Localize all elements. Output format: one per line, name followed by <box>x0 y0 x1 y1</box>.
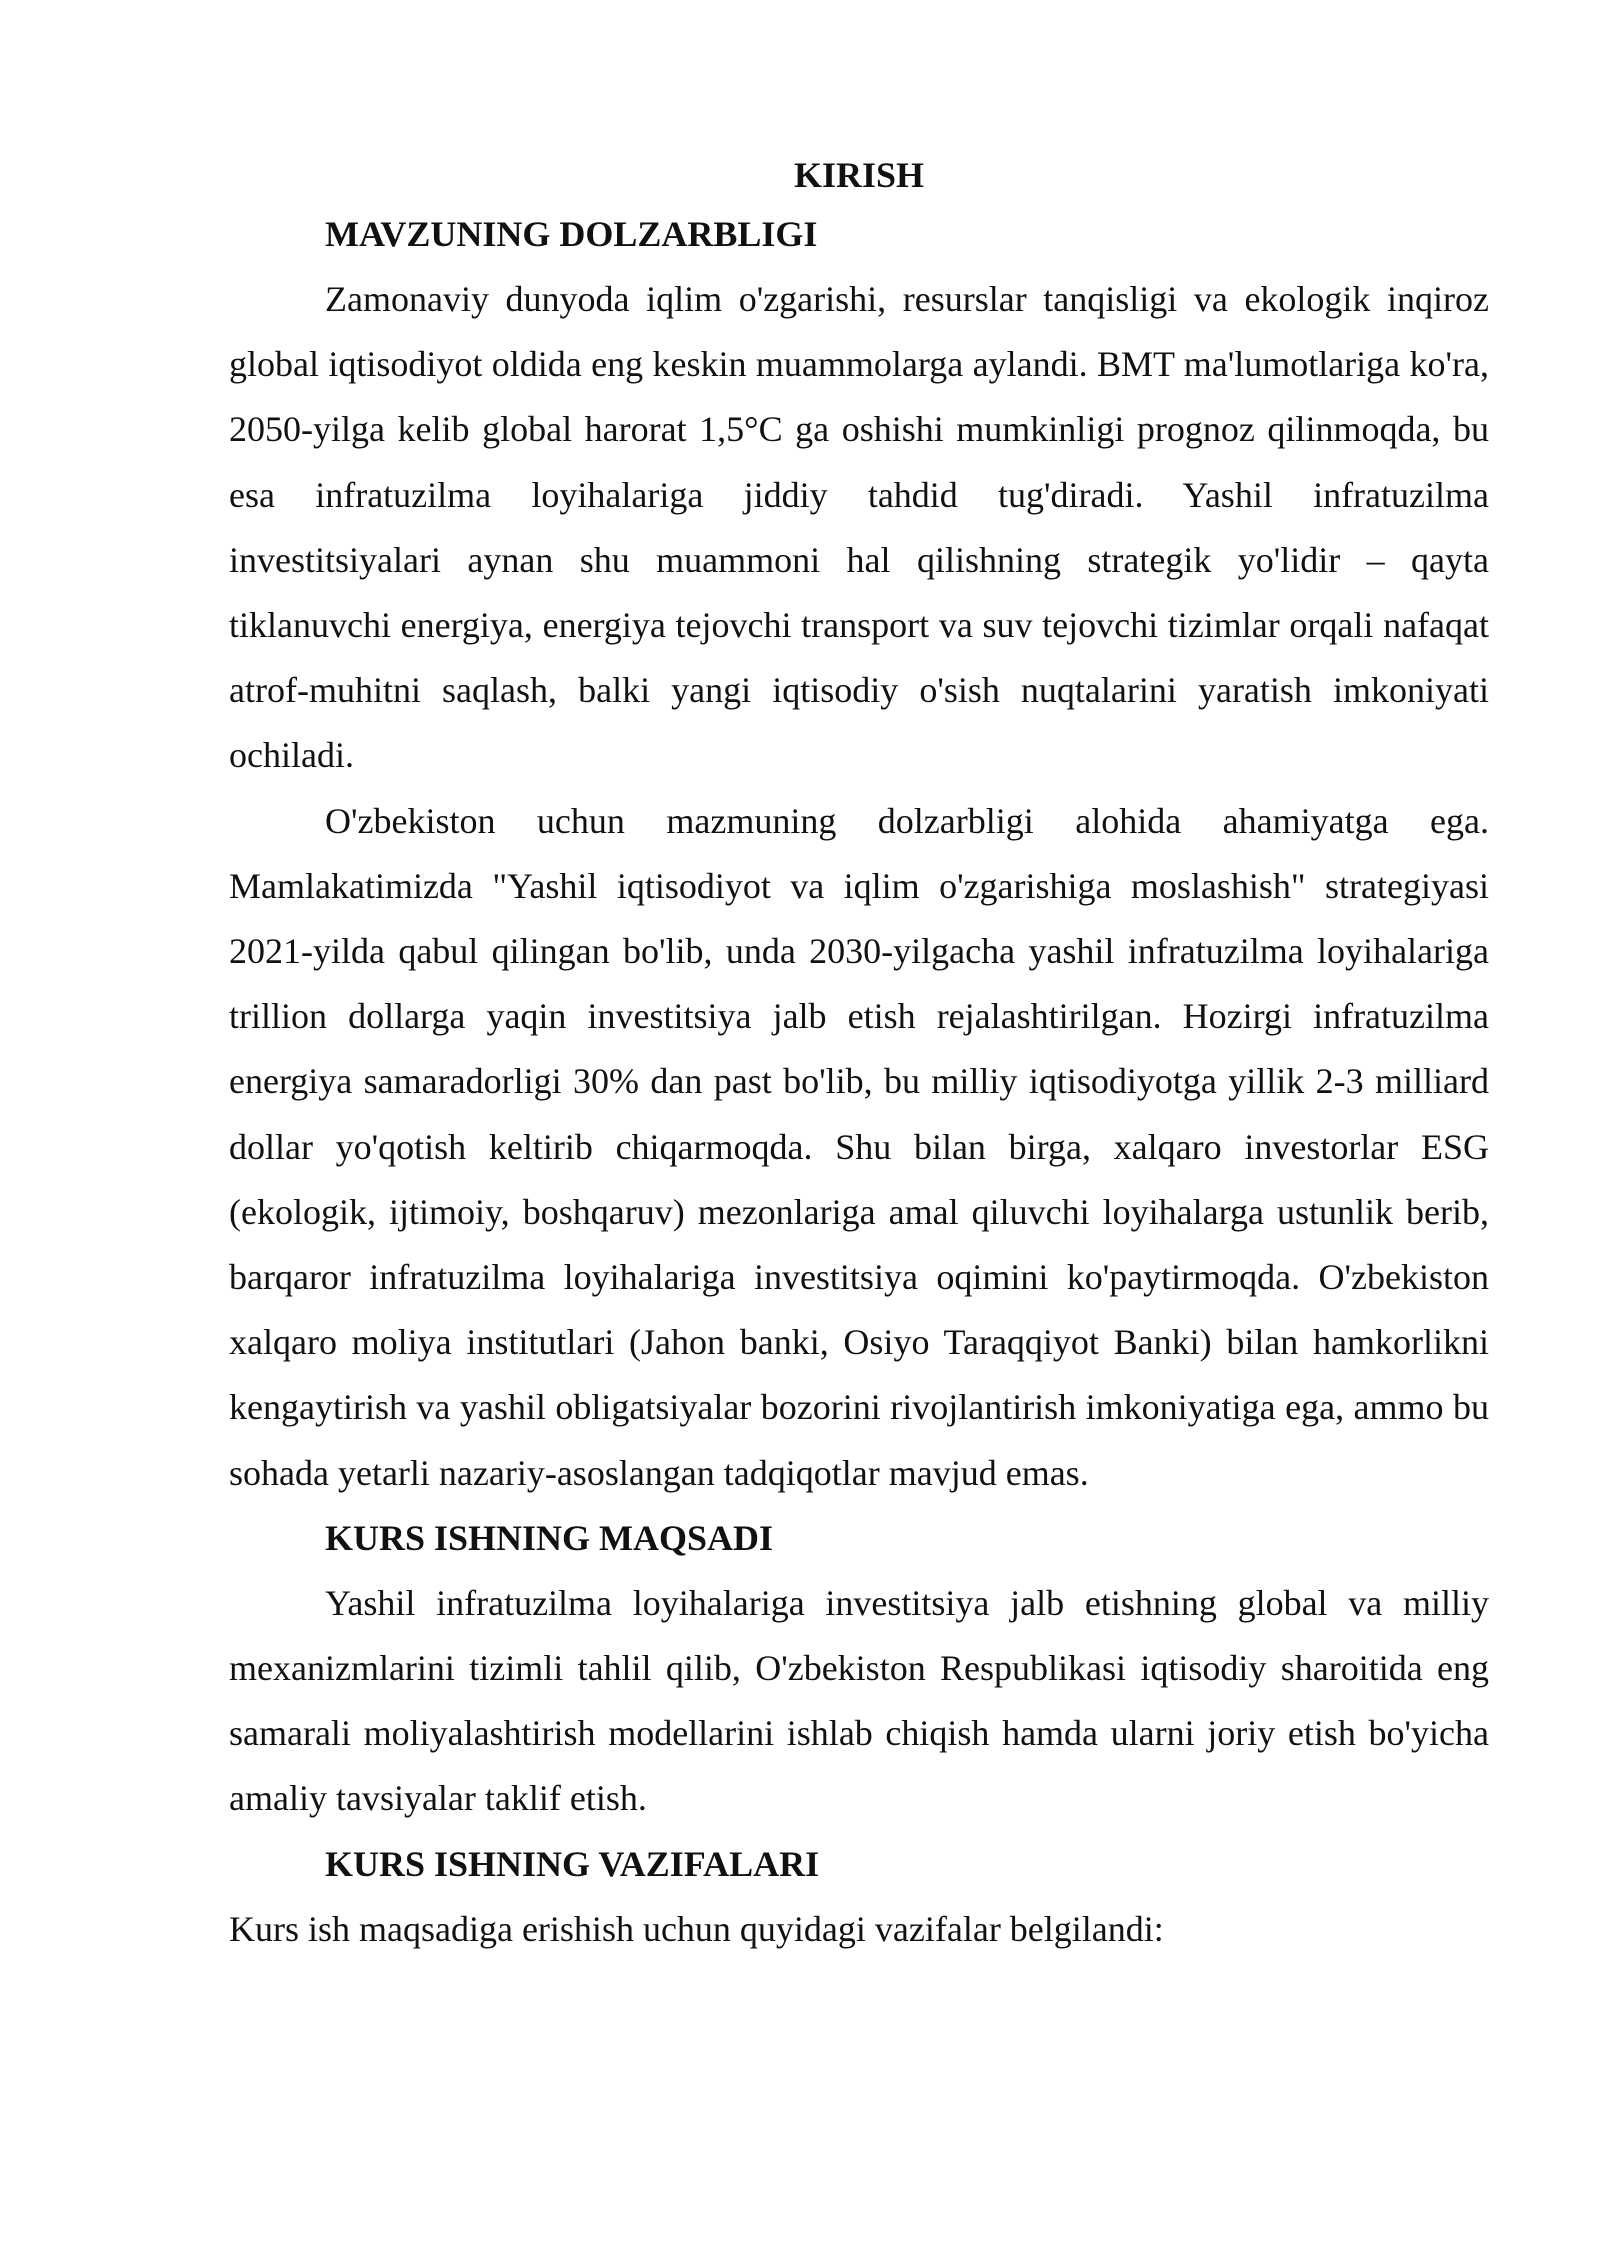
paragraph-relevance-2: O'zbekiston uchun mazmuning dolzarbligi alohida ahamiyatga ega. Mamlakatimizda "Yashil iqtisodiyot va iqlim o'zgarishiga moslashish" strategiyasi 2021-yilda qabul qilingan bo'lib, unda 2030-yilgacha yashil infratuzilma loyihalariga trillion dollarga yaqin investitsiya jalb etish rejalashtirilgan. Hozirgi infratuzilma energiya samaradorligi 30% dan past bo'lib, bu milliy iqtisodiyotga yillik 2-3 milliard dollar yo'qotish keltirib chiqarmoqda. Shu bilan birga, xalqaro investorlar ESG (ekologik, ijtimoiy, boshqaruv) mezonlariga amal qiluvchi loyihalarga ustunlik berib, barqaror infratuzilma loyihalariga investitsiya oqimini ko'paytirmoqda. O'zbekiston xalqaro moliya institutlari (Jahon banki, Osiyo Taraqqiyot Banki) bilan hamkorlikni kengaytirish va yashil obligatsiyalar bozorini rivojlantirish imkoniyatiga ega, ammo bu sohada yetarli nazariy-asoslangan tadqiqotlar mavjud emas. <box>229 800 1489 1493</box>
section-heading-relevance: MAVZUNING DOLZARBLIGI <box>325 214 818 254</box>
document-title: KIRISH <box>793 155 925 195</box>
document-body <box>229 148 1489 1962</box>
paragraph-goal: Yashil infratuzilma loyihalariga investitsiya jalb etishning global va milliy mexanizmlarini tizimli tahlil qilib, O'zbekiston Respublikasi iqtisodiy sharoitida eng samarali moliyalashtirish modellarini ishlab chiqish hamda ularni joriy etish bo'yicha amaliy tavsiyalar taklif etish. <box>229 1582 1489 1819</box>
paragraph-relevance-1: Zamonaviy dunyoda iqlim o'zgarishi, resurslar tanqisligi va ekologik inqiroz global iqtisodiyot oldida eng keskin muammolarga aylandi. BMT ma'lumotlariga ko'ra, 2050-yilga kelib global harorat 1,5°C ga oshishi mumkinligi prognoz qilinmoqda, bu esa infratuzilma loyihalariga jiddiy tahdid tug'diradi. Yashil infratuzilma investitsiyalari aynan shu muammoni hal qilishning strategik yo'lidir – qayta tiklanuvchi energiya, energiya tejovchi transport va suv tejovchi tizimlar orqali nafaqat atrof-muhitni saqlash, balki yangi iqtisodiy o'sish nuqtalarini yaratish imkoniyati ochiladi. <box>229 279 1489 776</box>
section-heading-goal: KURS ISHNING MAQSADI <box>325 1517 774 1558</box>
paragraph-tasks-intro: Kurs ish maqsadiga erishish uchun quyidagi vazifalar belgilandi: <box>229 1908 1164 1949</box>
section-heading-tasks: KURS ISHNING VAZIFALARI <box>325 1843 820 1884</box>
